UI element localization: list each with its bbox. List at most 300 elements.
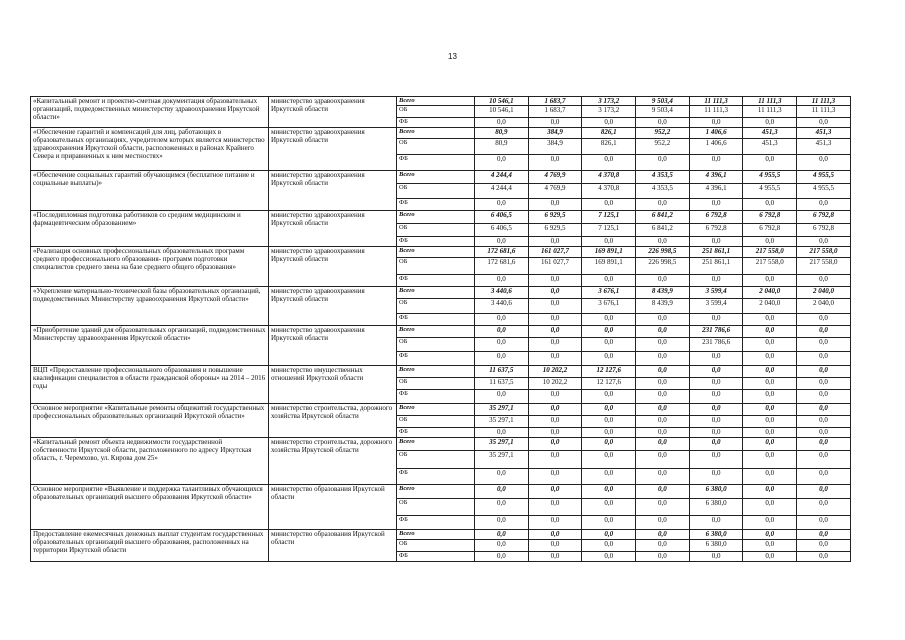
funding-source-label: Всего	[397, 404, 475, 416]
amount-cell: 0,0	[797, 530, 851, 540]
amount-cell: 0,0	[528, 416, 582, 428]
amount-cell: 0,0	[636, 199, 690, 211]
amount-cell: 11 111,3	[689, 106, 743, 118]
responsible-executor: министерство образования Иркутской области	[269, 530, 397, 562]
amount-cell: 6 406,5	[475, 211, 529, 224]
amount-cell: 0,0	[689, 366, 743, 378]
responsible-executor: министерство здравоохранения Иркутской области	[269, 326, 397, 366]
amount-cell: 0,0	[743, 155, 797, 171]
amount-cell: 0,0	[528, 404, 582, 416]
amount-cell: 0,0	[743, 469, 797, 485]
measure-description: «Обеспечение гарантий и компенсаций для лиц, работающих в образовательных организациях, учредителем которых является министерство здравоохранения Иркутской области, расположенных в районах Крайнего Севера и приравненных к ним местностях»	[31, 128, 269, 171]
amount-cell: 11 637,5	[475, 378, 529, 390]
amount-cell: 0,0	[528, 438, 582, 451]
amount-cell: 0,0	[689, 199, 743, 211]
amount-cell: 0,0	[475, 314, 529, 326]
amount-cell: 10 202,2	[528, 366, 582, 378]
amount-cell: 0,0	[743, 314, 797, 326]
amount-cell: 0,0	[582, 485, 636, 499]
amount-cell: 0,0	[475, 275, 529, 287]
amount-cell: 0,0	[528, 552, 582, 562]
funding-source-label: Всего	[397, 128, 475, 139]
amount-cell: 0,0	[797, 155, 851, 171]
funding-source-label: Всего	[397, 171, 475, 184]
amount-cell: 1 406,6	[689, 139, 743, 155]
amount-cell: 172 681,6	[475, 258, 529, 275]
amount-cell: 0,0	[743, 552, 797, 562]
amount-cell: 952,2	[636, 128, 690, 139]
funding-source-label: ФБ	[397, 428, 475, 438]
amount-cell: 0,0	[636, 118, 690, 128]
amount-cell: 0,0	[582, 404, 636, 416]
amount-cell: 8 439,9	[636, 287, 690, 299]
amount-cell: 3 440,6	[475, 287, 529, 299]
responsible-executor: министерство здравоохранения Иркутской области	[269, 287, 397, 326]
amount-cell: 11 111,3	[797, 97, 851, 106]
amount-cell: 0,0	[743, 338, 797, 352]
budget-table	[30, 96, 851, 562]
funding-source-label: Всего	[397, 247, 475, 258]
amount-cell: 0,0	[689, 451, 743, 469]
amount-cell: 4 769,9	[528, 171, 582, 184]
measure-description: Основное мероприятие «Капитальные ремонты общежитий государственных профессиональных образовательных организаций Иркутской области»	[31, 404, 269, 438]
amount-cell: 0,0	[636, 378, 690, 390]
amount-cell: 0,0	[528, 352, 582, 366]
amount-cell: 0,0	[743, 404, 797, 416]
responsible-executor: министерство имущественных отношений Иркутской области	[269, 366, 397, 404]
amount-cell: 6 841,2	[636, 211, 690, 224]
amount-cell: 172 681,6	[475, 247, 529, 258]
amount-cell: 10 202,2	[528, 378, 582, 390]
amount-cell: 0,0	[475, 540, 529, 552]
amount-cell: 451,3	[743, 128, 797, 139]
amount-cell: 0,0	[582, 416, 636, 428]
amount-cell: 0,0	[797, 428, 851, 438]
amount-cell: 0,0	[636, 275, 690, 287]
amount-cell: 161 027,7	[528, 247, 582, 258]
amount-cell: 0,0	[528, 530, 582, 540]
amount-cell: 0,0	[636, 366, 690, 378]
amount-cell: 0,0	[636, 416, 690, 428]
amount-cell: 10 546,1	[475, 97, 529, 106]
amount-cell: 4 955,5	[743, 171, 797, 184]
amount-cell: 0,0	[743, 390, 797, 404]
amount-cell: 0,0	[475, 530, 529, 540]
amount-cell: 0,0	[582, 155, 636, 171]
amount-cell: 0,0	[636, 155, 690, 171]
amount-cell: 0,0	[689, 404, 743, 416]
measure-description: «Последипломная подготовка работников со средним медицинским и фармацевтическим образованием»	[31, 211, 269, 247]
amount-cell: 0,0	[582, 469, 636, 485]
amount-cell: 0,0	[582, 338, 636, 352]
responsible-executor: министерство строительства, дорожного хозяйства Иркутской области	[269, 404, 397, 438]
funding-source-label: ФБ	[397, 237, 475, 247]
amount-cell: 0,0	[528, 428, 582, 438]
amount-cell: 0,0	[689, 275, 743, 287]
measure-description: ВЦП «Предоставление профессионального образования и повышение квалификации специалистов в области гражданской обороны» на 2014 – 2016 годы	[31, 366, 269, 404]
amount-cell: 0,0	[582, 390, 636, 404]
amount-cell: 3 440,6	[475, 299, 529, 314]
measure-description: Предоставление ежемесячных денежных выплат студентам государственных образовательных организаций высшего образования, расположенных на территории Иркутской области	[31, 530, 269, 562]
amount-cell: 0,0	[475, 326, 529, 338]
funding-source-label: ФБ	[397, 118, 475, 128]
amount-cell: 6 792,8	[743, 211, 797, 224]
amount-cell: 0,0	[582, 199, 636, 211]
funding-source-label: ОБ	[397, 378, 475, 390]
amount-cell: 0,0	[743, 451, 797, 469]
amount-cell: 1 406,6	[689, 128, 743, 139]
measure-description: «Обеспечение социальных гарантий обучающимся (бесплатное питание и социальные выплаты)»	[31, 171, 269, 211]
amount-cell: 0,0	[743, 485, 797, 499]
amount-cell: 451,3	[797, 128, 851, 139]
amount-cell: 0,0	[636, 516, 690, 530]
measure-description: «Укрепление материально-технической базы образовательных организаций, подведомственных Министерству здравоохранения Иркутской области»	[31, 287, 269, 326]
amount-cell: 0,0	[636, 237, 690, 247]
amount-cell: 0,0	[582, 540, 636, 552]
amount-cell: 11 111,3	[743, 106, 797, 118]
amount-cell: 0,0	[475, 469, 529, 485]
table-row-total	[31, 485, 851, 499]
amount-cell: 0,0	[528, 540, 582, 552]
amount-cell: 0,0	[689, 155, 743, 171]
amount-cell: 0,0	[528, 485, 582, 499]
funding-source-label: ФБ	[397, 199, 475, 211]
amount-cell: 0,0	[797, 485, 851, 499]
amount-cell: 384,9	[528, 128, 582, 139]
amount-cell: 1 683,7	[528, 97, 582, 106]
amount-cell: 6 380,0	[689, 499, 743, 516]
amount-cell: 9 503,4	[636, 106, 690, 118]
funding-source-label: Всего	[397, 211, 475, 224]
table-row-total	[31, 171, 851, 184]
amount-cell: 0,0	[636, 352, 690, 366]
amount-cell: 226 998,5	[636, 247, 690, 258]
amount-cell: 35 297,1	[475, 438, 529, 451]
amount-cell: 0,0	[743, 378, 797, 390]
amount-cell: 0,0	[582, 516, 636, 530]
amount-cell: 0,0	[582, 438, 636, 451]
amount-cell: 0,0	[797, 237, 851, 247]
funding-source-label: ОБ	[397, 139, 475, 155]
amount-cell: 0,0	[689, 416, 743, 428]
amount-cell: 0,0	[528, 390, 582, 404]
table-row-total	[31, 404, 851, 416]
amount-cell: 8 439,9	[636, 299, 690, 314]
amount-cell: 169 891,1	[582, 258, 636, 275]
amount-cell: 9 503,4	[636, 97, 690, 106]
amount-cell: 0,0	[528, 118, 582, 128]
table-row-total	[31, 211, 851, 224]
amount-cell: 6 380,0	[689, 530, 743, 540]
amount-cell: 0,0	[636, 485, 690, 499]
funding-source-label: ФБ	[397, 275, 475, 287]
amount-cell: 226 998,5	[636, 258, 690, 275]
funding-source-label: ФБ	[397, 314, 475, 326]
amount-cell: 451,3	[743, 139, 797, 155]
amount-cell: 0,0	[582, 118, 636, 128]
amount-cell: 1 683,7	[528, 106, 582, 118]
amount-cell: 0,0	[743, 530, 797, 540]
amount-cell: 0,0	[797, 552, 851, 562]
funding-source-label: ОБ	[397, 416, 475, 428]
amount-cell: 35 297,1	[475, 451, 529, 469]
amount-cell: 0,0	[636, 326, 690, 338]
amount-cell: 0,0	[797, 438, 851, 451]
funding-source-label: ФБ	[397, 390, 475, 404]
amount-cell: 0,0	[475, 352, 529, 366]
amount-cell: 0,0	[797, 352, 851, 366]
amount-cell: 0,0	[689, 378, 743, 390]
amount-cell: 0,0	[797, 390, 851, 404]
amount-cell: 4 396,1	[689, 184, 743, 199]
amount-cell: 4 244,4	[475, 171, 529, 184]
amount-cell: 0,0	[582, 499, 636, 516]
responsible-executor: министерство здравоохранения Иркутской области	[269, 128, 397, 171]
table-row-total	[31, 128, 851, 139]
amount-cell: 0,0	[636, 404, 690, 416]
amount-cell: 0,0	[636, 469, 690, 485]
amount-cell: 4 955,5	[797, 171, 851, 184]
amount-cell: 6 380,0	[689, 540, 743, 552]
amount-cell: 0,0	[528, 516, 582, 530]
amount-cell: 0,0	[689, 237, 743, 247]
amount-cell: 0,0	[797, 275, 851, 287]
amount-cell: 0,0	[743, 326, 797, 338]
amount-cell: 4 955,5	[743, 184, 797, 199]
amount-cell: 0,0	[528, 237, 582, 247]
amount-cell: 0,0	[743, 416, 797, 428]
funding-source-label: ОБ	[397, 338, 475, 352]
amount-cell: 0,0	[797, 499, 851, 516]
amount-cell: 2 040,0	[797, 299, 851, 314]
funding-source-label: ФБ	[397, 352, 475, 366]
amount-cell: 0,0	[636, 338, 690, 352]
amount-cell: 11 111,3	[797, 106, 851, 118]
amount-cell: 0,0	[636, 530, 690, 540]
amount-cell: 0,0	[743, 540, 797, 552]
amount-cell: 0,0	[528, 275, 582, 287]
amount-cell: 0,0	[797, 118, 851, 128]
table-row-total	[31, 287, 851, 299]
amount-cell: 0,0	[475, 485, 529, 499]
amount-cell: 0,0	[475, 237, 529, 247]
amount-cell: 4 370,8	[582, 184, 636, 199]
amount-cell: 0,0	[528, 469, 582, 485]
amount-cell: 2 040,0	[743, 287, 797, 299]
amount-cell: 6 792,8	[743, 224, 797, 237]
funding-source-label: ОБ	[397, 224, 475, 237]
amount-cell: 80,9	[475, 139, 529, 155]
amount-cell: 0,0	[475, 118, 529, 128]
funding-source-label: ОБ	[397, 258, 475, 275]
amount-cell: 231 786,6	[689, 338, 743, 352]
amount-cell: 0,0	[528, 314, 582, 326]
amount-cell: 0,0	[689, 390, 743, 404]
amount-cell: 0,0	[797, 314, 851, 326]
amount-cell: 161 027,7	[528, 258, 582, 275]
funding-source-label: Всего	[397, 530, 475, 540]
funding-source-label: ФБ	[397, 155, 475, 171]
table-row-total	[31, 247, 851, 258]
amount-cell: 4 353,5	[636, 171, 690, 184]
amount-cell: 3 173,2	[582, 97, 636, 106]
amount-cell: 11 111,3	[743, 97, 797, 106]
funding-source-label: ОБ	[397, 499, 475, 516]
amount-cell: 4 353,5	[636, 184, 690, 199]
amount-cell: 0,0	[528, 338, 582, 352]
amount-cell: 4 244,4	[475, 184, 529, 199]
responsible-executor: министерство здравоохранения Иркутской области	[269, 247, 397, 287]
amount-cell: 251 861,1	[689, 247, 743, 258]
amount-cell: 217 558,0	[797, 247, 851, 258]
amount-cell: 0,0	[582, 428, 636, 438]
amount-cell: 3 599,4	[689, 299, 743, 314]
amount-cell: 0,0	[582, 237, 636, 247]
amount-cell: 0,0	[743, 237, 797, 247]
amount-cell: 0,0	[743, 499, 797, 516]
responsible-executor: министерство здравоохранения Иркутской области	[269, 171, 397, 211]
amount-cell: 0,0	[528, 155, 582, 171]
amount-cell: 10 546,1	[475, 106, 529, 118]
amount-cell: 6 792,8	[689, 224, 743, 237]
amount-cell: 0,0	[582, 314, 636, 326]
amount-cell: 4 370,8	[582, 171, 636, 184]
amount-cell: 3 676,1	[582, 287, 636, 299]
amount-cell: 0,0	[636, 499, 690, 516]
amount-cell: 0,0	[743, 366, 797, 378]
amount-cell: 11 111,3	[689, 97, 743, 106]
amount-cell: 6 792,8	[689, 211, 743, 224]
measure-description: «Реализация основных профессиональных образовательных программ среднего профессионального образования- программ подготовки специалистов среднего звена на базе среднего общего образования»	[31, 247, 269, 287]
responsible-executor: министерство строительства, дорожного хозяйства Иркутской области	[269, 438, 397, 485]
table-row-total	[31, 326, 851, 338]
amount-cell: 0,0	[582, 451, 636, 469]
amount-cell: 0,0	[582, 352, 636, 366]
amount-cell: 0,0	[797, 469, 851, 485]
amount-cell: 0,0	[797, 338, 851, 352]
amount-cell: 6 792,8	[797, 224, 851, 237]
amount-cell: 0,0	[743, 438, 797, 451]
table-row-total	[31, 438, 851, 451]
amount-cell: 0,0	[689, 118, 743, 128]
amount-cell: 11 637,5	[475, 366, 529, 378]
amount-cell: 217 558,0	[743, 258, 797, 275]
amount-cell: 0,0	[475, 199, 529, 211]
table-row-total	[31, 366, 851, 378]
table-row-total	[31, 97, 851, 106]
amount-cell: 3 173,2	[582, 106, 636, 118]
funding-source-label: Всего	[397, 326, 475, 338]
amount-cell: 0,0	[636, 390, 690, 404]
amount-cell: 0,0	[636, 540, 690, 552]
amount-cell: 0,0	[743, 516, 797, 530]
funding-source-label: ОБ	[397, 106, 475, 118]
amount-cell: 0,0	[528, 326, 582, 338]
amount-cell: 0,0	[475, 428, 529, 438]
funding-source-label: ОБ	[397, 451, 475, 469]
amount-cell: 451,3	[797, 139, 851, 155]
funding-source-label: Всего	[397, 438, 475, 451]
amount-cell: 4 769,9	[528, 184, 582, 199]
responsible-executor: министерство образования Иркутской области	[269, 485, 397, 530]
amount-cell: 169 891,1	[582, 247, 636, 258]
amount-cell: 3 599,4	[689, 287, 743, 299]
amount-cell: 0,0	[689, 438, 743, 451]
table-row-total	[31, 530, 851, 540]
measure-description: «Капитальный ремонт объекта недвижимости государственной собственности Иркутской области, расположенного по адресу Иркутская область, г. Черемхово, ул. Кирова дом 25»	[31, 438, 269, 485]
amount-cell: 4 955,5	[797, 184, 851, 199]
amount-cell: 217 558,0	[743, 247, 797, 258]
amount-cell: 0,0	[528, 199, 582, 211]
amount-cell: 0,0	[475, 155, 529, 171]
amount-cell: 0,0	[528, 287, 582, 299]
funding-source-label: ФБ	[397, 552, 475, 562]
amount-cell: 0,0	[743, 352, 797, 366]
responsible-executor: министерство здравоохранения Иркутской области	[269, 97, 397, 128]
amount-cell: 0,0	[636, 438, 690, 451]
amount-cell: 4 396,1	[689, 171, 743, 184]
funding-source-label: ОБ	[397, 299, 475, 314]
measure-description: «Капитальный ремонт и проектно-сметная документация образовательных организаций, подведомственных министерству здравоохранения Иркутской области»	[31, 97, 269, 128]
funding-source-label: ОБ	[397, 540, 475, 552]
amount-cell: 0,0	[582, 326, 636, 338]
amount-cell: 0,0	[797, 404, 851, 416]
amount-cell: 0,0	[743, 428, 797, 438]
amount-cell: 6 406,5	[475, 224, 529, 237]
amount-cell: 0,0	[797, 516, 851, 530]
amount-cell: 0,0	[475, 338, 529, 352]
amount-cell: 0,0	[689, 314, 743, 326]
amount-cell: 0,0	[636, 428, 690, 438]
amount-cell: 0,0	[797, 366, 851, 378]
amount-cell: 0,0	[582, 552, 636, 562]
amount-cell: 3 676,1	[582, 299, 636, 314]
amount-cell: 0,0	[528, 299, 582, 314]
amount-cell: 0,0	[743, 275, 797, 287]
funding-source-label: Всего	[397, 366, 475, 378]
funding-source-label: Всего	[397, 97, 475, 106]
amount-cell: 0,0	[689, 516, 743, 530]
page-number: 13	[448, 52, 457, 61]
amount-cell: 0,0	[475, 499, 529, 516]
amount-cell: 0,0	[636, 314, 690, 326]
amount-cell: 80,9	[475, 128, 529, 139]
amount-cell: 6 929,5	[528, 224, 582, 237]
amount-cell: 0,0	[797, 378, 851, 390]
amount-cell: 0,0	[743, 199, 797, 211]
funding-source-label: ОБ	[397, 184, 475, 199]
amount-cell: 2 040,0	[743, 299, 797, 314]
responsible-executor: министерство здравоохранения Иркутской области	[269, 211, 397, 247]
measure-description: «Приобретение зданий для образовательных организаций, подведомственных Министерству здравоохранения Иркутской области»	[31, 326, 269, 366]
amount-cell: 0,0	[475, 516, 529, 530]
amount-cell: 35 297,1	[475, 416, 529, 428]
amount-cell: 0,0	[797, 199, 851, 211]
amount-cell: 6 792,8	[797, 211, 851, 224]
amount-cell: 0,0	[797, 416, 851, 428]
amount-cell: 12 127,6	[582, 378, 636, 390]
funding-source-label: Всего	[397, 287, 475, 299]
amount-cell: 12 127,6	[582, 366, 636, 378]
amount-cell: 0,0	[528, 451, 582, 469]
amount-cell: 0,0	[797, 540, 851, 552]
amount-cell: 7 125,1	[582, 211, 636, 224]
amount-cell: 0,0	[582, 530, 636, 540]
funding-source-label: ФБ	[397, 516, 475, 530]
amount-cell: 0,0	[689, 352, 743, 366]
amount-cell: 2 040,0	[797, 287, 851, 299]
amount-cell: 0,0	[636, 552, 690, 562]
